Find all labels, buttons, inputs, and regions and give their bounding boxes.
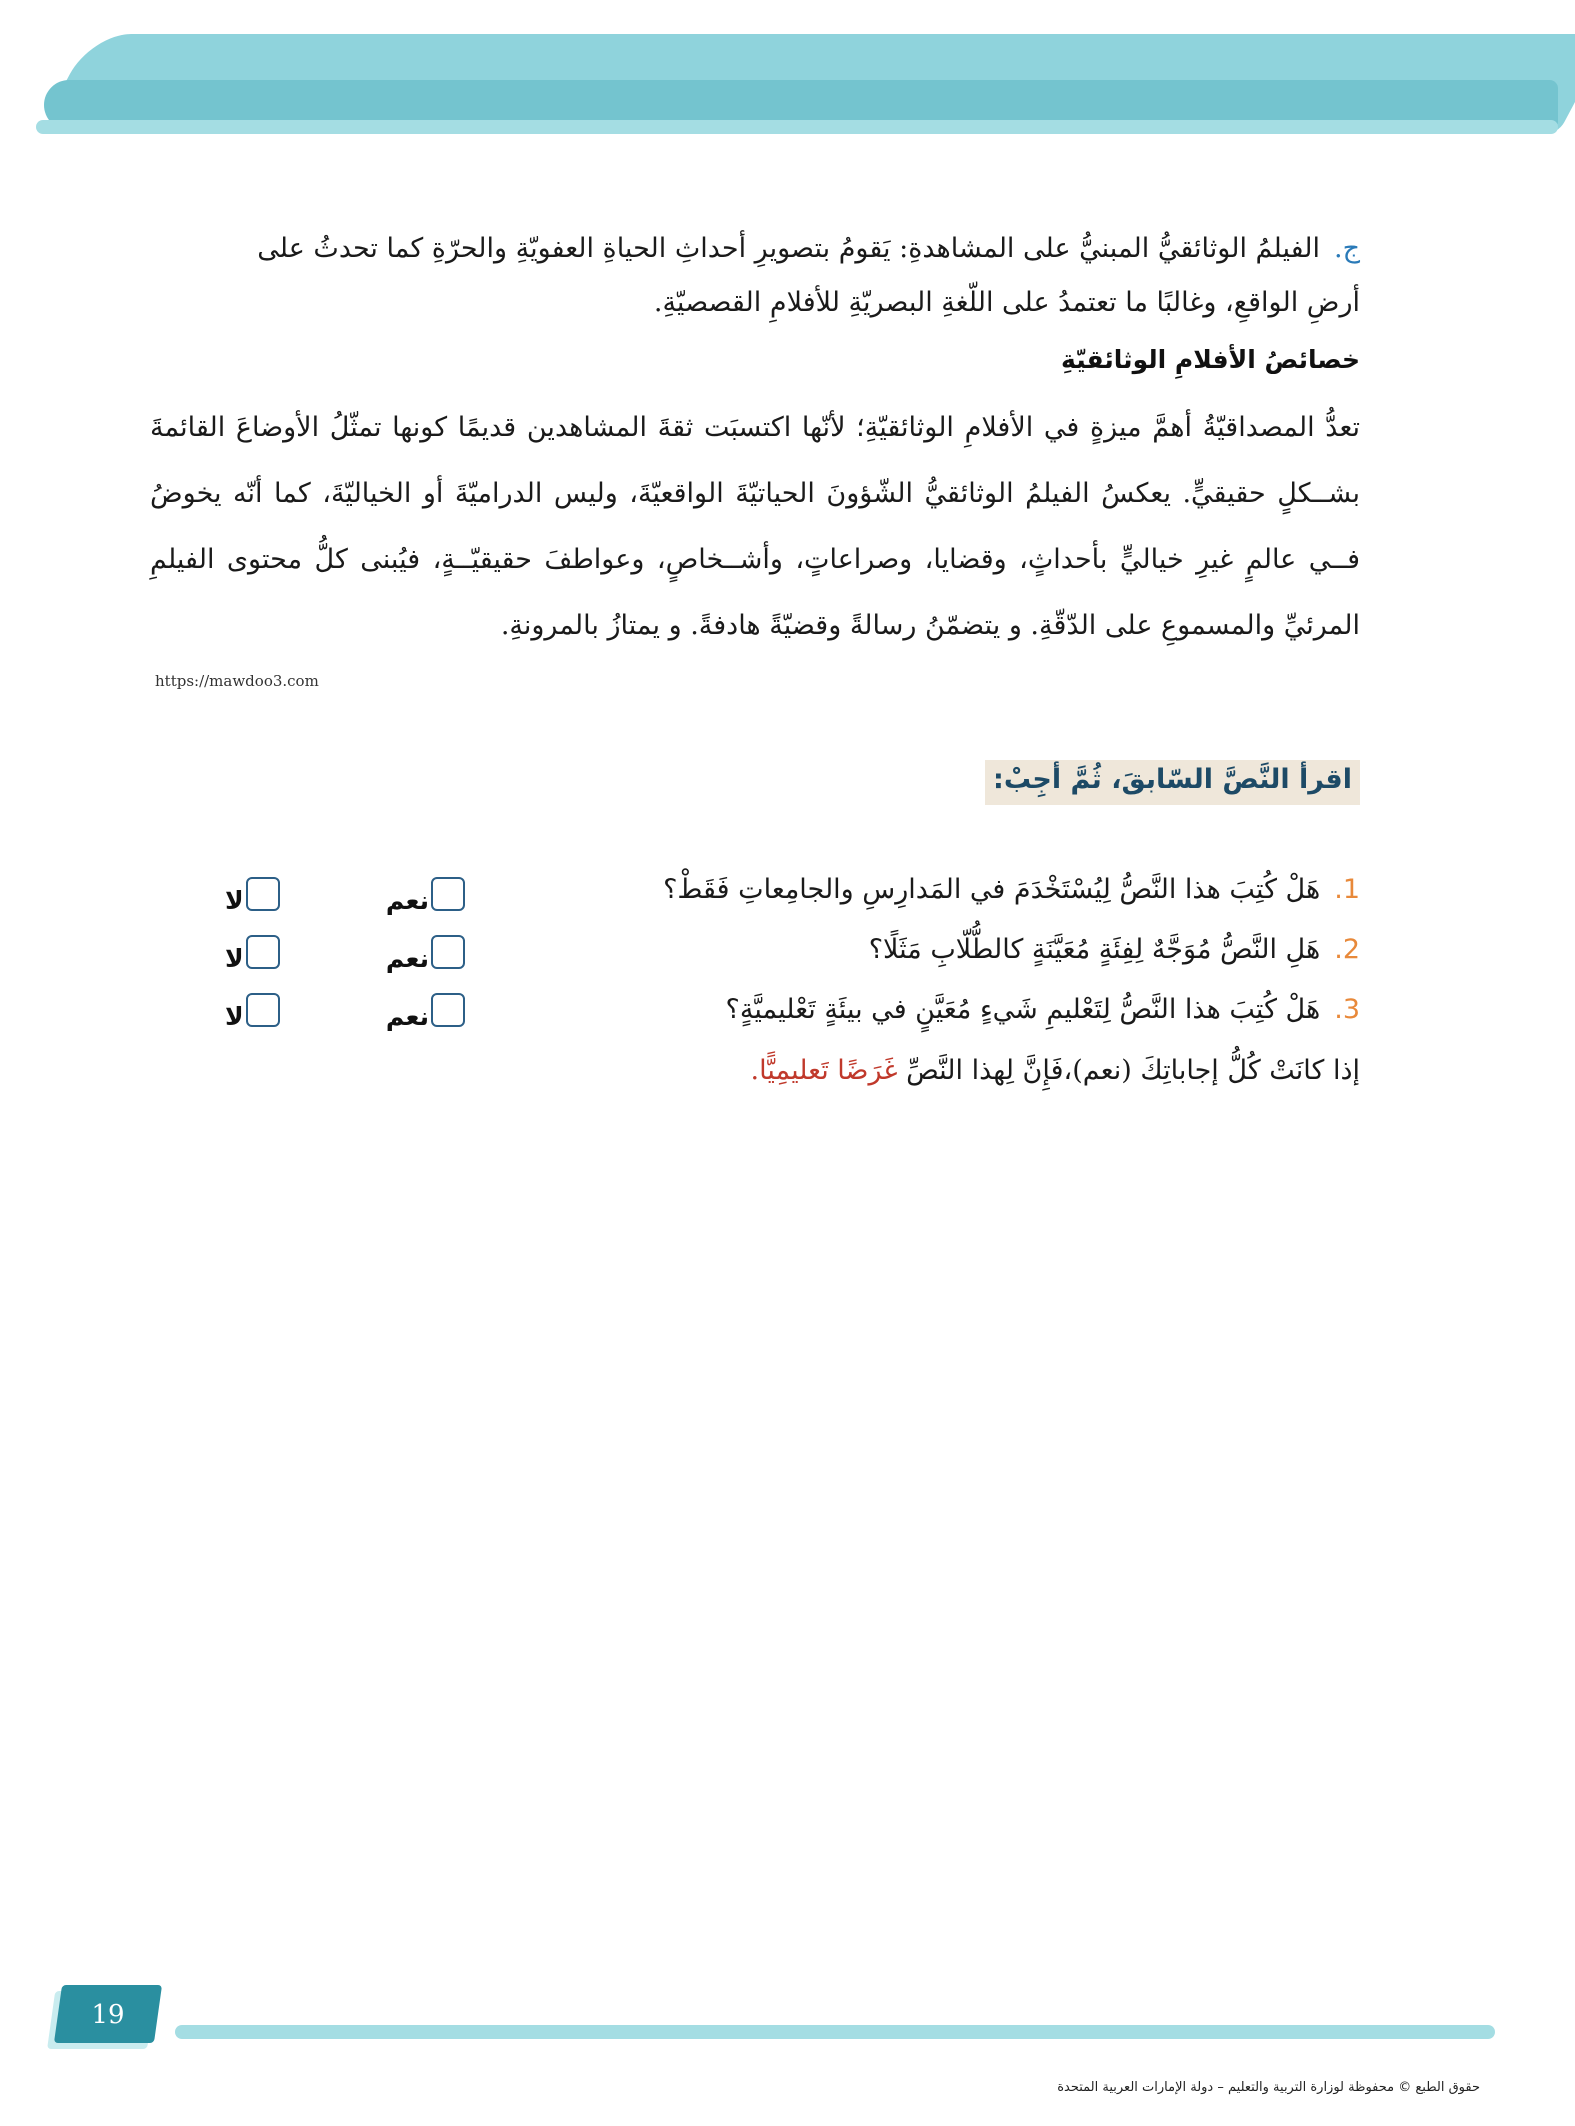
yes-checkbox[interactable] bbox=[431, 993, 465, 1027]
answer-no-1[interactable] bbox=[225, 872, 280, 915]
paragraph-c-line-1 bbox=[150, 222, 1360, 276]
main-paragraph-line: تعدُّ المصداقيّةُ أهمَّ ميزةٍ في الأفلامِ الوثائقيّةِ؛ لأنّها اكتسبَت ثقةَ المشاهدين قديمًا كونها تمثّلُ الأوضاعَ القائمةَ bbox=[150, 412, 1360, 443]
answer-no-3[interactable] bbox=[225, 988, 280, 1031]
answer-row-1 bbox=[225, 872, 465, 918]
question-item bbox=[600, 860, 1360, 920]
no-label: لا bbox=[225, 886, 244, 915]
no-checkbox[interactable] bbox=[246, 877, 280, 911]
answer-yes-1[interactable] bbox=[386, 872, 465, 915]
question-item bbox=[600, 920, 1360, 980]
section-heading: خصائصُ الأفلامِ الوثائقيّةِ bbox=[1061, 345, 1360, 374]
header-banner-strip bbox=[36, 120, 1558, 134]
question-text: هَلْ كُتِبَ هذا النَّصُّ لِتَعْليمِ شَيءٍ مُعَيَّنٍ في بيئَةٍ تَعْليميَّةٍ؟ bbox=[725, 994, 1321, 1025]
yes-label: نعم bbox=[385, 944, 429, 973]
conclusion-body: إذا كانَتْ كُلُّ إجاباتِكَ (نعم)،فَإِنَّ لِهذا النَّصِّ bbox=[906, 1055, 1360, 1086]
paragraph-c-text-1: الفيلمُ الوثائقيُّ المبنيُّ على المشاهدةِ: يَقومُ بتصويرِ أحداثِ الحياةِ العفويّةِ والحرّةِ كما تحدثُ على bbox=[257, 233, 1320, 264]
no-label: لا bbox=[225, 944, 244, 973]
instruction-heading: اقرأ النَّصَّ السّابقَ، ثُمَّ أجِبْ: bbox=[985, 760, 1360, 805]
yes-label: نعم bbox=[385, 886, 429, 915]
answer-yes-3[interactable] bbox=[386, 988, 465, 1031]
question-text: هَلْ كُتِبَ هذا النَّصُّ لِيُسْتَخْدَمَ في المَدارِسِ والجامِعاتِ فَقَطْ؟ bbox=[663, 874, 1321, 905]
conclusion-text bbox=[751, 1055, 1360, 1086]
yes-checkbox[interactable] bbox=[431, 877, 465, 911]
question-number: 1. bbox=[1334, 874, 1360, 905]
main-paragraph-line: المرئيِّ والمسموعِ على الدّقّةِ. و يتضمّنُ رسالةً وقضيّةً هادفةً. و يمتازُ بالمرونةِ. bbox=[500, 610, 1360, 641]
yes-checkbox[interactable] bbox=[431, 935, 465, 969]
yes-label: نعم bbox=[385, 1002, 429, 1031]
question-text: هَلِ النَّصُّ مُوَجَّهٌ لِفِئَةٍ مُعَيَّنَةٍ كالطُّلّابِ مَثَلًا؟ bbox=[868, 934, 1321, 965]
page-number: 19 bbox=[91, 2000, 125, 2030]
no-checkbox[interactable] bbox=[246, 935, 280, 969]
question-item bbox=[600, 980, 1360, 1040]
main-paragraph-line: بشــكلٍ حقيقيٍّ. يعكسُ الفيلمُ الوثائقيُّ الشّؤونَ الحياتيّةَ الواقعيّةَ، وليس الدراميّةَ أو الخياليّةَ، كما أنّه يخوضُ bbox=[150, 478, 1360, 509]
paragraph-c-line-2: أرضِ الواقعِ، وغالبًا ما تعتمدُ على اللّغةِ البصريّةِ للأفلامِ القصصيّةِ. bbox=[653, 287, 1360, 318]
no-checkbox[interactable] bbox=[246, 993, 280, 1027]
question-number: 2. bbox=[1334, 934, 1360, 965]
footer-bar bbox=[175, 2025, 1495, 2039]
no-label: لا bbox=[225, 1002, 244, 1031]
answer-no-2[interactable] bbox=[225, 930, 280, 973]
answer-row-3 bbox=[225, 988, 465, 1034]
main-paragraph-line: فــي عالمٍ غيرِ خياليٍّ بأحداثٍ، وقضايا، وصراعاتٍ، وأشــخاصٍ، وعواطفَ حقيقيّــةٍ، فيُبنى كلُّ محتوى الفيلمِ bbox=[150, 544, 1360, 575]
answer-yes-2[interactable] bbox=[386, 930, 465, 973]
answer-row-2 bbox=[225, 930, 465, 976]
main-paragraph bbox=[150, 395, 1360, 659]
paragraph-c bbox=[150, 222, 1360, 330]
source-link[interactable]: https://mawdoo3.com bbox=[155, 672, 319, 690]
copyright-notice: حقوق الطبع © محفوظة لوزارة التربية والتعليم – دولة الإمارات العربية المتحدة bbox=[1057, 2080, 1480, 2095]
question-number: 3. bbox=[1334, 994, 1360, 1025]
paragraph-marker: ج. bbox=[1333, 233, 1360, 264]
conclusion-highlight: غَرَضًا تَعليمِيًّا. bbox=[750, 1055, 898, 1086]
questions-list bbox=[600, 860, 1360, 1040]
